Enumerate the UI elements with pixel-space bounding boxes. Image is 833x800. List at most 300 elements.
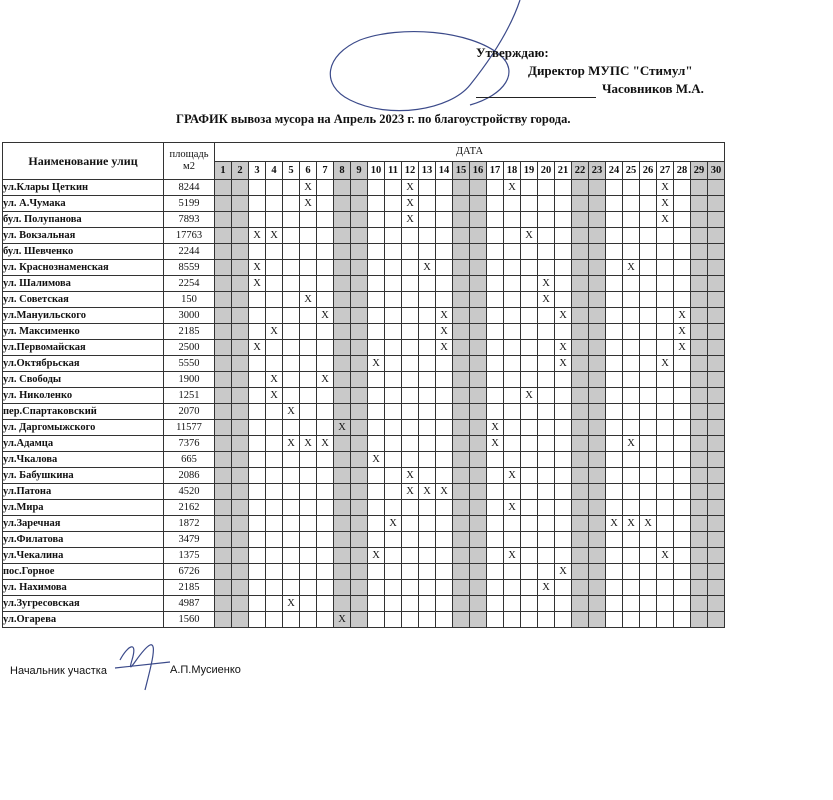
day-cell [266,612,283,628]
day-cell [232,276,249,292]
pickup-mark: X [368,548,385,564]
day-cell [300,404,317,420]
day-cell [657,228,674,244]
day-cell [453,580,470,596]
pickup-mark: X [623,516,640,532]
day-cell [334,340,351,356]
day-cell [640,404,657,420]
day-cell [368,436,385,452]
day-cell [266,180,283,196]
day-cell [640,180,657,196]
day-cell [402,564,419,580]
pickup-mark: X [249,260,266,276]
day-cell [300,452,317,468]
day-cell [215,564,232,580]
day-cell [334,500,351,516]
day-cell [453,292,470,308]
day-header: 29 [691,161,708,180]
day-cell [470,484,487,500]
chief-signature [115,645,170,690]
day-cell [521,340,538,356]
day-cell [215,356,232,372]
day-cell [453,196,470,212]
day-cell [351,532,368,548]
day-cell [674,500,691,516]
day-cell [691,404,708,420]
day-cell [453,500,470,516]
day-cell [334,516,351,532]
day-cell [300,212,317,228]
day-cell [266,516,283,532]
day-cell [487,596,504,612]
day-cell [232,388,249,404]
pickup-mark: X [487,436,504,452]
day-cell [657,372,674,388]
day-cell [402,260,419,276]
day-cell [487,308,504,324]
street-area: 5199 [164,196,215,212]
table-row [3,404,725,420]
day-cell [470,196,487,212]
day-cell [674,436,691,452]
day-cell [232,356,249,372]
day-cell [708,548,725,564]
day-cell [487,260,504,276]
day-cell [249,564,266,580]
day-cell [351,212,368,228]
street-area: 2500 [164,340,215,356]
pickup-mark: X [640,516,657,532]
day-cell [283,356,300,372]
table-row [3,468,725,484]
day-cell [334,452,351,468]
day-cell [572,404,589,420]
day-header: 19 [521,161,538,180]
pickup-mark: X [657,356,674,372]
day-cell [674,276,691,292]
pickup-mark: X [555,308,572,324]
day-cell [300,596,317,612]
day-cell [453,356,470,372]
day-cell [521,532,538,548]
day-cell [317,564,334,580]
day-cell [589,404,606,420]
day-cell [300,356,317,372]
day-cell [266,260,283,276]
day-cell [317,548,334,564]
day-cell [470,404,487,420]
day-cell [572,564,589,580]
day-cell [521,612,538,628]
day-cell [351,404,368,420]
day-cell [283,452,300,468]
day-cell [453,612,470,628]
day-cell [385,436,402,452]
day-cell [266,548,283,564]
street-name: бул. Шевченко [3,244,164,260]
day-cell [385,372,402,388]
street-area: 665 [164,452,215,468]
day-cell [385,484,402,500]
day-cell [623,228,640,244]
day-cell [402,324,419,340]
street-name: ул. Советская [3,292,164,308]
day-cell [538,452,555,468]
day-cell [538,484,555,500]
day-cell [538,308,555,324]
day-cell [691,276,708,292]
day-cell [487,292,504,308]
day-cell [300,388,317,404]
day-cell [334,596,351,612]
day-cell [589,500,606,516]
day-cell [470,548,487,564]
pickup-mark: X [436,308,453,324]
pickup-mark: X [402,468,419,484]
day-cell [334,356,351,372]
day-cell [249,356,266,372]
day-cell [419,548,436,564]
day-cell [572,356,589,372]
day-cell [606,340,623,356]
day-cell [657,580,674,596]
pickup-mark: X [317,372,334,388]
pickup-mark: X [521,228,538,244]
day-cell [300,244,317,260]
day-cell [215,292,232,308]
table-row [3,372,725,388]
day-cell [215,484,232,500]
day-cell [419,404,436,420]
day-cell [436,292,453,308]
day-cell [708,340,725,356]
day-cell [691,324,708,340]
day-cell [351,356,368,372]
day-cell [640,276,657,292]
day-cell [521,468,538,484]
street-name: ул.Октябрьская [3,356,164,372]
day-cell [334,244,351,260]
day-cell [368,532,385,548]
day-cell [300,260,317,276]
day-cell [504,260,521,276]
day-cell [521,580,538,596]
day-cell [334,468,351,484]
day-cell [266,404,283,420]
street-name: ул.Зугресовская [3,596,164,612]
day-header: 24 [606,161,623,180]
day-cell [623,340,640,356]
day-cell [419,564,436,580]
pickup-mark: X [334,420,351,436]
day-cell [504,324,521,340]
day-cell [470,244,487,260]
day-cell [385,244,402,260]
street-area: 1375 [164,548,215,564]
day-cell [674,244,691,260]
pickup-mark: X [283,596,300,612]
day-cell [385,340,402,356]
day-cell [368,260,385,276]
day-cell [351,516,368,532]
schedule-body [3,180,725,628]
pickup-mark: X [317,308,334,324]
street-name: ул.Первомайская [3,340,164,356]
day-header: 1 [215,161,232,180]
table-row [3,260,725,276]
day-cell [470,532,487,548]
pickup-mark: X [674,324,691,340]
day-cell [300,532,317,548]
day-cell [436,212,453,228]
day-header: 8 [334,161,351,180]
day-cell [691,356,708,372]
day-cell [249,500,266,516]
day-cell [572,340,589,356]
day-cell [606,388,623,404]
day-cell [555,612,572,628]
street-area: 1872 [164,516,215,532]
day-cell [487,244,504,260]
day-cell [521,436,538,452]
day-cell [300,612,317,628]
day-cell [368,276,385,292]
day-cell [674,212,691,228]
day-cell [572,580,589,596]
day-cell [470,420,487,436]
day-cell [351,420,368,436]
day-cell [436,564,453,580]
street-name: ул.Филатова [3,532,164,548]
day-cell [351,500,368,516]
day-cell [249,452,266,468]
day-cell [657,244,674,260]
day-cell [606,420,623,436]
day-cell [708,404,725,420]
approval-name: Часовников М.А. [602,81,704,96]
day-cell [470,500,487,516]
day-cell [470,612,487,628]
day-cell [436,260,453,276]
day-cell [402,372,419,388]
day-cell [589,196,606,212]
day-cell [334,260,351,276]
day-cell [555,452,572,468]
day-header: 18 [504,161,521,180]
day-cell [555,260,572,276]
day-cell [487,452,504,468]
day-cell [266,484,283,500]
day-cell [470,580,487,596]
day-cell [232,596,249,612]
day-cell [623,372,640,388]
day-header: 11 [385,161,402,180]
day-cell [708,292,725,308]
day-cell [266,356,283,372]
day-cell [674,596,691,612]
day-cell [589,580,606,596]
day-cell [232,516,249,532]
day-cell [334,580,351,596]
day-cell [300,468,317,484]
table-row [3,180,725,196]
day-cell [215,516,232,532]
day-cell [640,244,657,260]
col-area-header: площадь м2 [164,143,215,180]
day-cell [487,484,504,500]
day-cell [266,468,283,484]
day-cell [691,228,708,244]
day-cell [691,340,708,356]
day-cell [572,292,589,308]
day-header: 25 [623,161,640,180]
day-cell [623,468,640,484]
day-cell [334,180,351,196]
day-cell [232,244,249,260]
day-cell [708,580,725,596]
day-cell [708,180,725,196]
day-cell [334,436,351,452]
day-cell [521,564,538,580]
day-cell [317,180,334,196]
day-cell [708,260,725,276]
street-name: ул.Мануильского [3,308,164,324]
day-cell [266,276,283,292]
day-cell [317,260,334,276]
day-cell [521,596,538,612]
day-cell [419,196,436,212]
day-cell [555,548,572,564]
day-cell [708,420,725,436]
day-cell [623,196,640,212]
street-name: ул. Даргомыжского [3,420,164,436]
day-cell [691,484,708,500]
day-cell [232,196,249,212]
day-cell [640,548,657,564]
day-cell [402,420,419,436]
day-cell [334,388,351,404]
day-cell [266,420,283,436]
day-cell [538,612,555,628]
day-cell [283,548,300,564]
day-cell [504,212,521,228]
day-cell [215,212,232,228]
street-name: ул.Огарева [3,612,164,628]
day-cell [521,180,538,196]
day-cell [453,212,470,228]
day-cell [419,580,436,596]
day-cell [402,452,419,468]
day-cell [334,276,351,292]
day-cell [555,420,572,436]
header-row [3,143,725,162]
day-cell [691,372,708,388]
day-cell [368,308,385,324]
day-header: 26 [640,161,657,180]
day-cell [385,580,402,596]
pickup-mark: X [402,196,419,212]
day-cell [283,516,300,532]
street-name: ул. Шалимова [3,276,164,292]
day-cell [232,324,249,340]
day-cell [351,468,368,484]
table-row [3,292,725,308]
day-cell [283,260,300,276]
day-cell [640,420,657,436]
day-cell [470,372,487,388]
day-cell [283,372,300,388]
street-name: пос.Горное [3,564,164,580]
day-cell [453,564,470,580]
day-cell [538,340,555,356]
street-area: 11577 [164,420,215,436]
day-cell [419,596,436,612]
day-cell [691,260,708,276]
day-cell [572,452,589,468]
day-cell [487,500,504,516]
day-cell [504,580,521,596]
day-cell [368,468,385,484]
day-cell [640,388,657,404]
day-cell [317,228,334,244]
table-row [3,388,725,404]
table-row [3,308,725,324]
day-cell [283,468,300,484]
day-cell [640,260,657,276]
day-cell [691,532,708,548]
day-cell [606,532,623,548]
day-cell [249,468,266,484]
day-cell [215,548,232,564]
day-cell [402,228,419,244]
street-name: ул. А.Чумака [3,196,164,212]
day-cell [470,228,487,244]
table-row [3,516,725,532]
day-cell [317,500,334,516]
day-cell [589,308,606,324]
street-area: 8244 [164,180,215,196]
street-name: ул. Вокзальная [3,228,164,244]
day-cell [606,484,623,500]
day-cell [691,516,708,532]
day-cell [317,420,334,436]
day-cell [606,324,623,340]
day-cell [640,484,657,500]
day-cell [368,596,385,612]
day-cell [453,324,470,340]
day-cell [674,180,691,196]
day-cell [657,612,674,628]
day-cell [708,356,725,372]
day-cell [538,196,555,212]
table-row [3,356,725,372]
day-cell [589,228,606,244]
day-cell [708,468,725,484]
day-cell [368,612,385,628]
day-header: 6 [300,161,317,180]
day-cell [521,244,538,260]
day-cell [385,324,402,340]
day-cell [521,516,538,532]
day-cell [572,180,589,196]
pickup-mark: X [606,516,623,532]
day-cell [470,452,487,468]
table-row [3,484,725,500]
day-cell [317,580,334,596]
street-area: 1560 [164,612,215,628]
day-cell [674,372,691,388]
day-cell [589,356,606,372]
